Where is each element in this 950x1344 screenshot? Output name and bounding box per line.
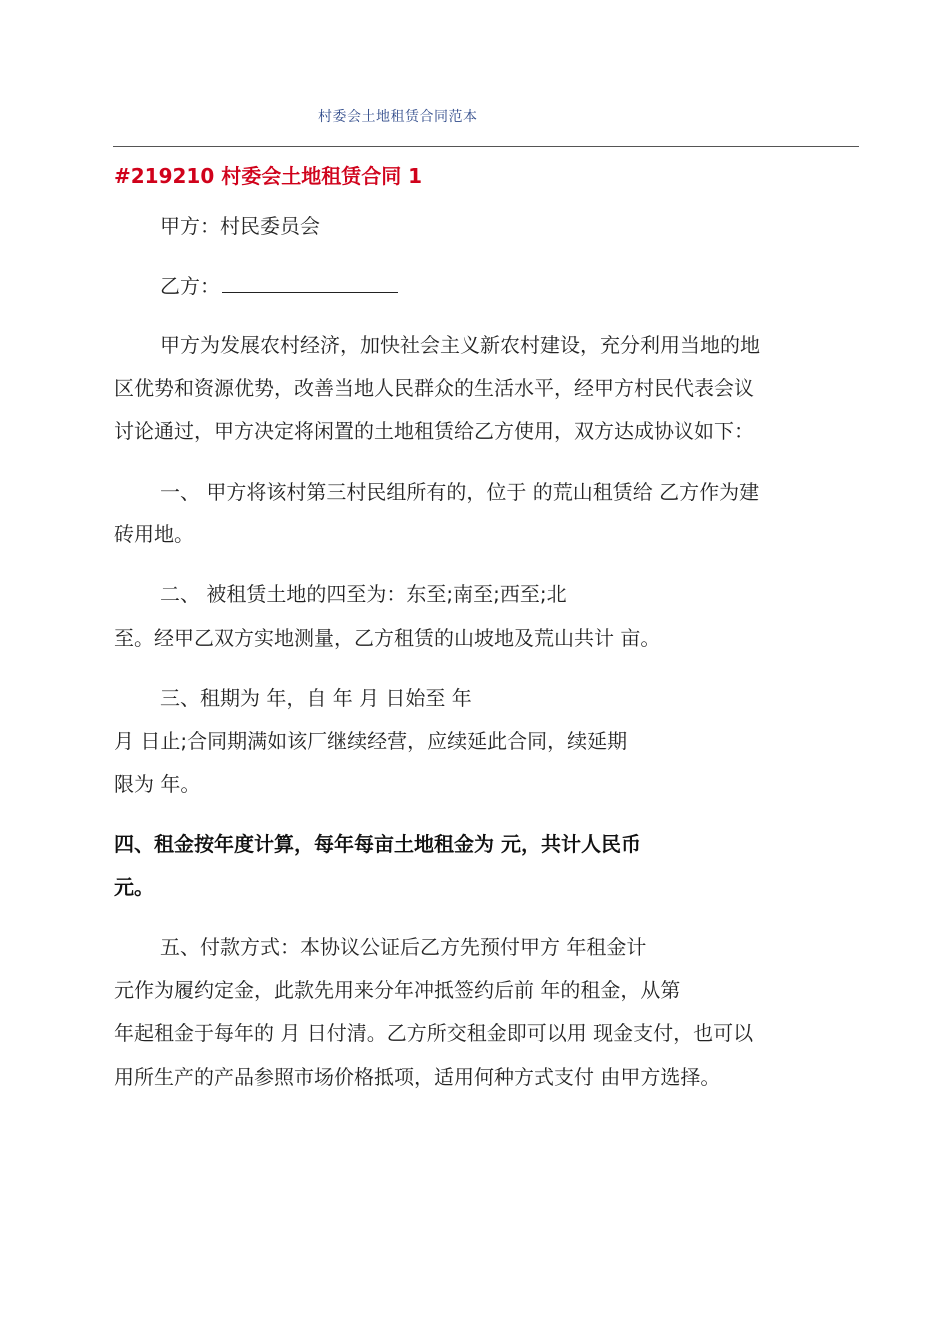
party-a-line: 甲方：村民委员会 [160,214,320,238]
clause3-line-3: 限为 年。 [114,772,201,796]
header-divider [113,146,859,147]
clause2-line-1: 二、 被租赁土地的四至为：东至;南至;西至;北 [160,582,567,606]
intro-line-1: 甲方为发展农村经济，加快社会主义新农村建设，充分利用当地的地 [160,333,760,357]
clause3-line-2: 月 日止;合同期满如该厂继续经营，应续延此合同，续延期 [114,729,628,753]
party-b-line [160,272,398,300]
party-b-blank [222,272,398,293]
clause5-line-3: 年起租金于每年的 月 日付清。乙方所交租金即可以用 现金支付，也可以 [114,1021,754,1045]
clause2-line-2: 至。经甲乙双方实地测量，乙方租赁的山坡地及荒山共计 亩。 [114,626,661,650]
clause4-line-2: 元。 [114,875,154,899]
clause3-line-1: 三、租期为 年，自 年 月 日始至 年 [160,686,472,710]
clause5-line-1: 五、付款方式：本协议公证后乙方先预付甲方 年租金计 [160,935,647,959]
party-b-label: 乙方： [160,274,220,298]
running-header-title: 村委会土地租赁合同范本 [318,109,478,125]
clause5-line-4: 用所生产的产品参照市场价格抵项，适用何种方式支付 由甲方选择。 [114,1065,721,1089]
document-title: #219210 村委会土地租赁合同 1 [114,164,423,188]
intro-line-3: 讨论通过，甲方决定将闲置的土地租赁给乙方使用，双方达成协议如下： [114,419,754,443]
clause4-line-1: 四、租金按年度计算，每年每亩土地租金为 元，共计人民币 [114,832,641,856]
clause5-line-2: 元作为履约定金，此款先用来分年冲抵签约后前 年的租金，从第 [114,978,681,1002]
clause1-line-1: 一、 甲方将该村第三村民组所有的，位于 的荒山租赁给 乙方作为建 [160,480,760,504]
clause1-line-2: 砖用地。 [114,522,194,546]
intro-line-2: 区优势和资源优势，改善当地人民群众的生活水平，经甲方村民代表会议 [114,376,754,400]
